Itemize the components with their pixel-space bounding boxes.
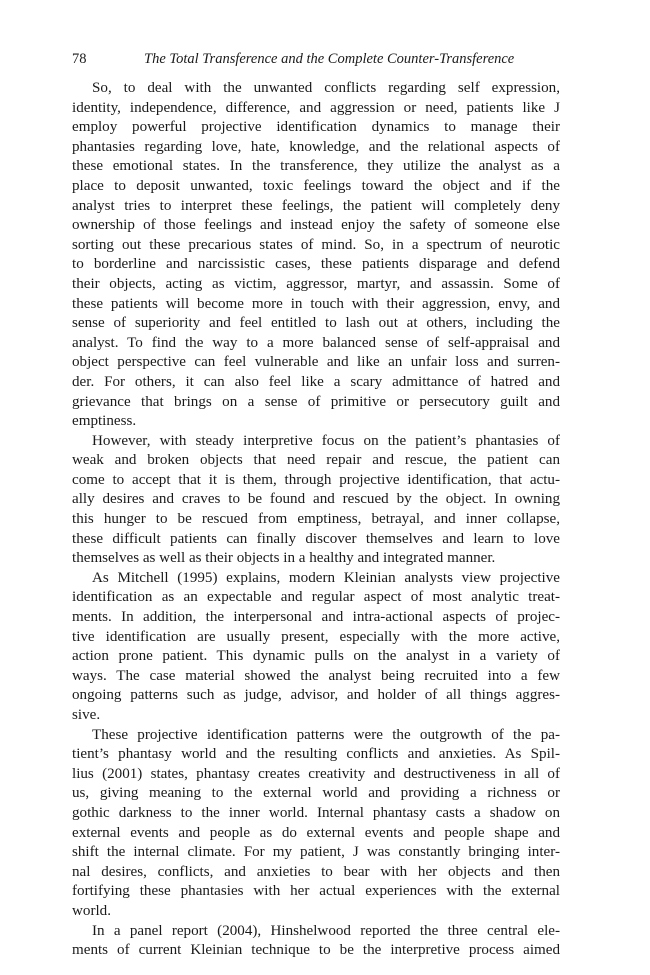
page-number: 78 xyxy=(72,51,87,67)
text-line: these patients will become more in touch with their aggression, envy, and xyxy=(72,295,560,312)
text-line: these emotional states. In the transference, they utilize the analyst as a xyxy=(72,158,560,175)
text-line: themselves as well as their objects in a healthy and integrated manner. xyxy=(72,550,496,567)
text-line: emptiness. xyxy=(72,413,137,430)
text-line: sense of superiority and feel entitled to lash out at others, including the xyxy=(72,315,560,332)
text-line: fortifying these phantasies with her actual experiences with the external xyxy=(72,883,560,900)
text-line: lius (2001) states, phantasy creates creativity and destructiveness in all of xyxy=(72,765,560,782)
text-line: grievance that brings on a sense of primitive or persecutory guilt and xyxy=(72,393,560,410)
page-header xyxy=(72,49,562,69)
text-line: tient’s phantasy world and the resulting conflicts and anxieties. As Spil- xyxy=(72,746,560,763)
text-line: weak and broken objects that need repair and rescue, the patient can xyxy=(72,452,560,469)
text-line: tive identification are usually present, especially with the more active, xyxy=(72,628,560,645)
text-line: These projective identification patterns were the outgrowth of the pa- xyxy=(92,726,560,743)
text-line: gothic darkness to the inner world. Internal phantasy casts a shadow on xyxy=(72,804,560,821)
text-line: come to accept that it is them, through projective identification, that actu- xyxy=(72,471,560,488)
text-line: action prone patient. This dynamic pulls on the analyst in a variety of xyxy=(72,648,560,665)
text-line: analyst. To find the way to a more balanced sense of self-appraisal and xyxy=(72,334,560,351)
text-line: So, to deal with the unwanted conflicts regarding self expression, xyxy=(92,80,560,96)
text-line: ongoing patterns such as judge, advisor, and holder of all things aggres- xyxy=(72,687,560,704)
text-line: these difficult patients can finally discover themselves and learn to love xyxy=(72,530,560,547)
text-line: sorting out these precarious states of mind. So, in a spectrum of neurotic xyxy=(72,236,560,253)
body-text xyxy=(72,79,560,961)
text-line: ments of current Kleinian technique to be the interpretive process aimed xyxy=(72,942,560,959)
text-line: As Mitchell (1995) explains, modern Kleinian analysts view projective xyxy=(92,569,560,586)
text-line: ways. The case material showed the analyst being recruited into a few xyxy=(72,667,560,684)
text-line: In a panel report (2004), Hinshelwood reported the three central ele- xyxy=(92,922,560,939)
text-line: ments. In addition, the interpersonal and intra-actional aspects of projec- xyxy=(72,609,560,626)
text-line: analyst tries to interpret these feelings, the patient will completely deny xyxy=(72,197,560,214)
text-line: identity, independence, difference, and aggression or need, patients like J xyxy=(72,99,560,116)
running-title: The Total Transference and the Complete Counter-Transference xyxy=(144,51,515,67)
text-line: der. For others, it can also feel like a scary admittance of hatred and xyxy=(72,373,560,390)
text-line: However, with steady interpretive focus on the patient’s phantasies of xyxy=(92,432,560,449)
text-line: place to deposit unwanted, toxic feelings toward the object and if the xyxy=(72,177,560,194)
text-line: sive. xyxy=(72,707,101,723)
text-line: ally desires and craves to be found and rescued by the object. In owning xyxy=(72,491,560,508)
text-line: nal desires, conflicts, and anxieties to bear with her objects and then xyxy=(72,863,560,880)
text-line: employ powerful projective identification dynamics to manage their xyxy=(72,119,560,136)
text-line: their objects, acting as victim, aggressor, martyr, and assassin. Some of xyxy=(72,275,560,292)
text-line: this hunger to be rescued from emptiness, betrayal, and inner collapse, xyxy=(72,511,560,528)
text-line: external events and people as do external events and people shape and xyxy=(72,824,560,841)
text-line: ownership of those feelings and instead enjoy the safety of someone else xyxy=(72,217,560,234)
text-line: object perspective can feel vulnerable and like an unfair loss and surren- xyxy=(72,354,560,371)
text-line: phantasies regarding love, hate, knowledge, and the relational aspects of xyxy=(72,138,560,155)
text-line: shift the internal climate. For my patient, J was constantly bringing inter- xyxy=(72,844,560,861)
text-line: identification as an expectable and regular aspect of most analytic treat- xyxy=(72,589,560,606)
text-line: to borderline and narcissistic cases, these patients disparage and defend xyxy=(72,256,560,273)
text-line: world. xyxy=(72,902,111,919)
text-line: us, giving meaning to the external world and providing a richness or xyxy=(72,785,560,802)
